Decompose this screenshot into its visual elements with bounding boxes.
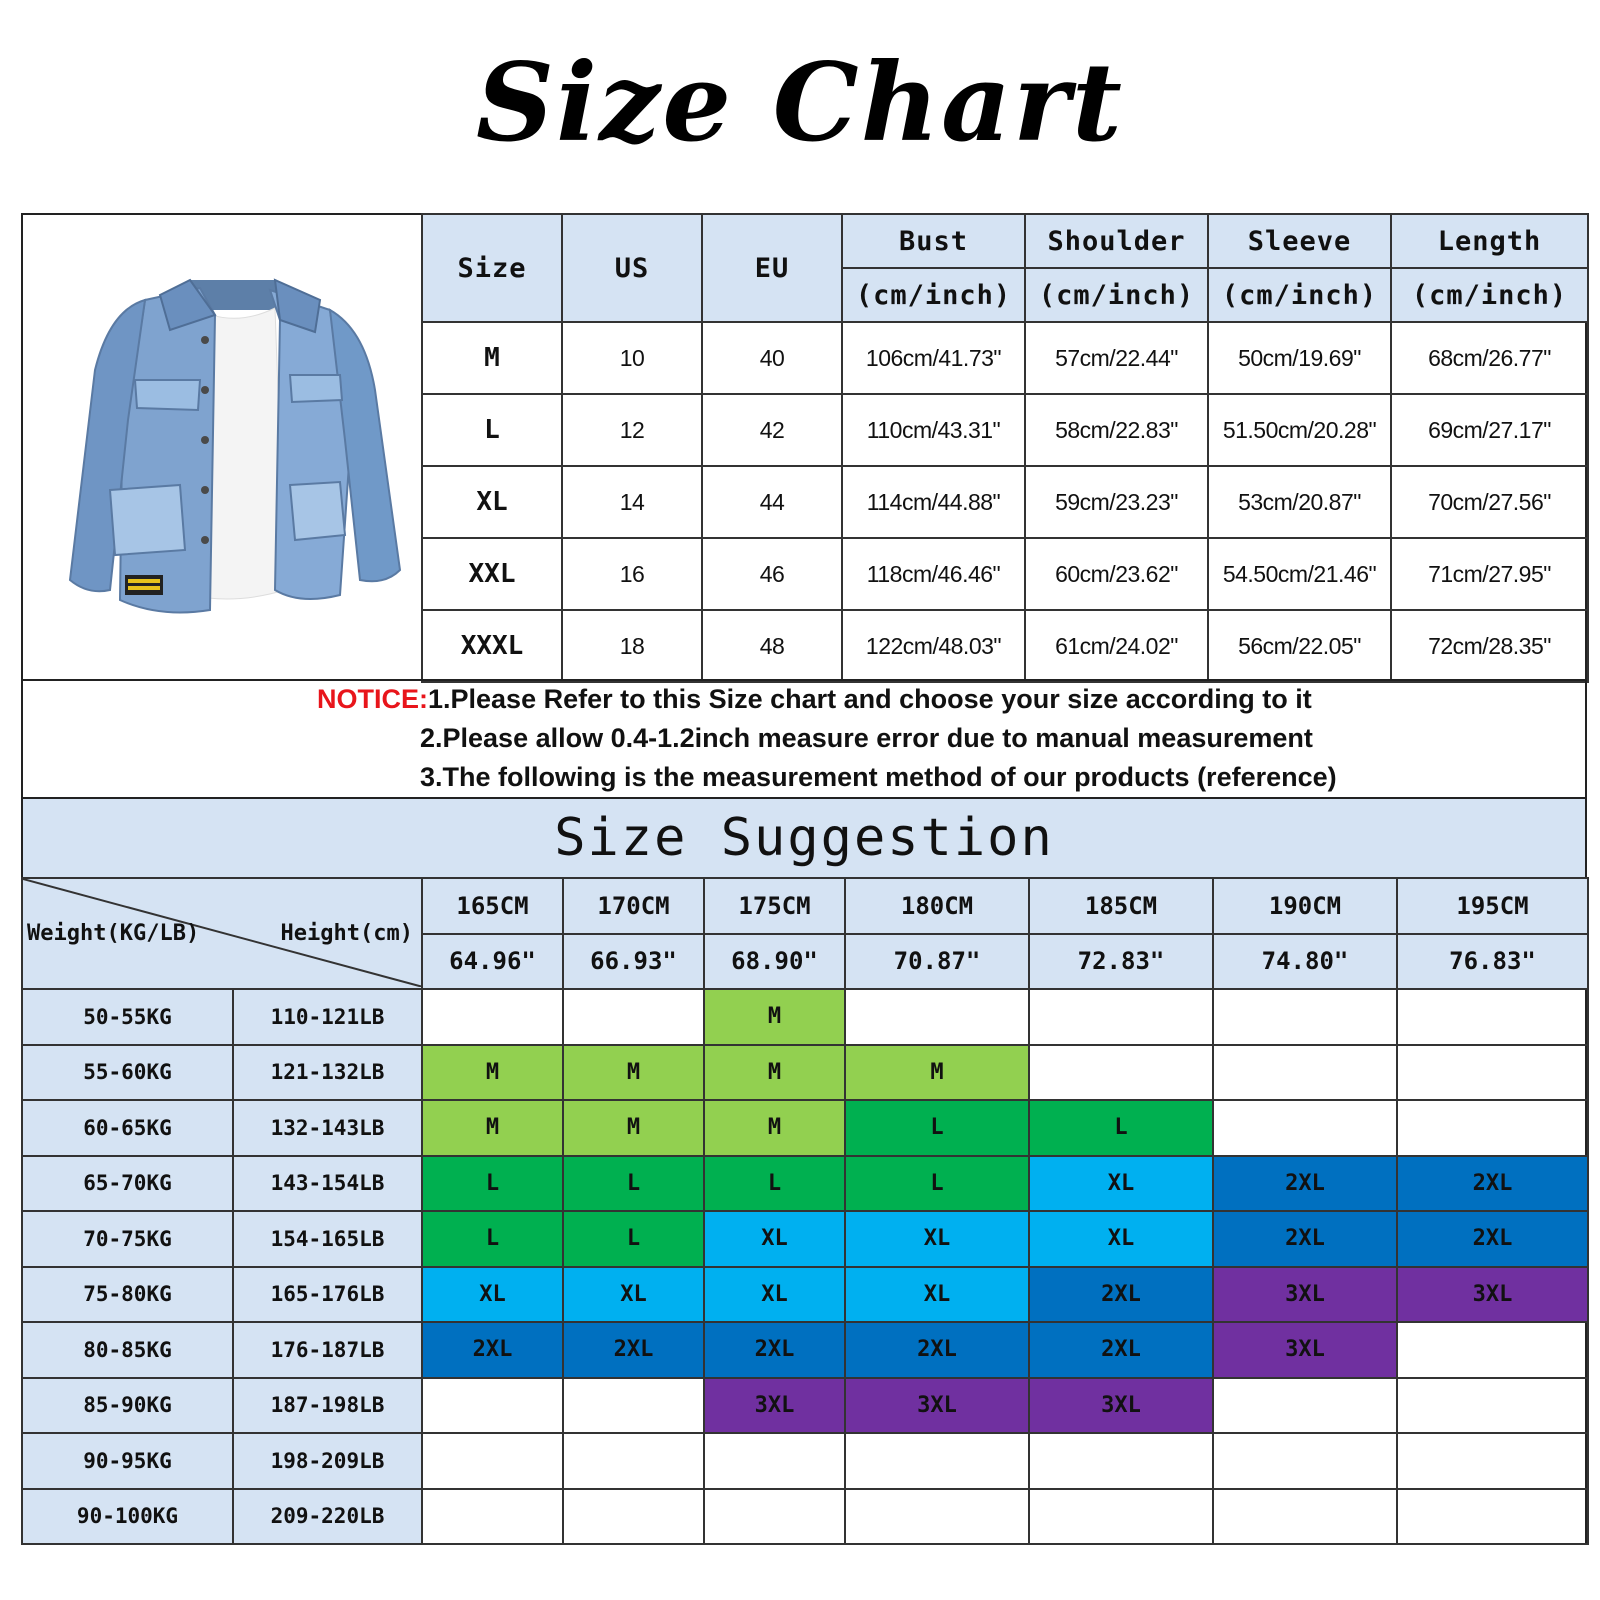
- suggestion-row: [22, 1045, 1588, 1101]
- header-us: US: [562, 214, 702, 322]
- size-suggestion-cell: [1029, 1433, 1213, 1489]
- size-suggestion-cell: 2XL: [422, 1322, 563, 1378]
- size-suggestion-table: [21, 877, 1589, 1545]
- eu-cell: 44: [702, 466, 842, 538]
- weight-lb-cell: 121-132LB: [233, 1045, 422, 1101]
- weight-lb-cell: 209-220LB: [233, 1489, 422, 1545]
- height-cm-header: 165CM: [422, 878, 563, 934]
- size-cell: L: [422, 394, 562, 466]
- size-measurement-table: [421, 213, 1589, 683]
- sleeve-cell: 51.50cm/20.28": [1208, 394, 1391, 466]
- weight-lb-cell: 176-187LB: [233, 1322, 422, 1378]
- size-cell: XXL: [422, 538, 562, 610]
- size-suggestion-cell: [704, 1489, 845, 1545]
- eu-cell: 40: [702, 322, 842, 394]
- length-cell: 71cm/27.95": [1391, 538, 1588, 610]
- size-suggestion-cell: [422, 1378, 563, 1434]
- weight-height-corner: [22, 878, 422, 989]
- weight-kg-cell: 70-75KG: [22, 1211, 233, 1267]
- weight-kg-cell: 90-100KG: [22, 1489, 233, 1545]
- suggestion-row: [22, 989, 1588, 1045]
- table-row: [422, 322, 1588, 394]
- size-suggestion-cell: [1397, 1322, 1588, 1378]
- notice-label: NOTICE:: [317, 684, 428, 714]
- size-suggestion-cell: [1029, 1045, 1213, 1101]
- size-suggestion-cell: 2XL: [1397, 1211, 1588, 1267]
- size-suggestion-cell: [1397, 989, 1588, 1045]
- weight-kg-cell: 85-90KG: [22, 1378, 233, 1434]
- size-suggestion-title: Size Suggestion: [23, 799, 1585, 879]
- size-suggestion-cell: [563, 1378, 704, 1434]
- size-suggestion-cell: [1213, 1100, 1397, 1156]
- shoulder-cell: 61cm/24.02": [1025, 610, 1208, 682]
- length-cell: 70cm/27.56": [1391, 466, 1588, 538]
- weight-lb-cell: 143-154LB: [233, 1156, 422, 1212]
- weight-lb-cell: 198-209LB: [233, 1433, 422, 1489]
- size-suggestion-cell: 2XL: [1397, 1156, 1588, 1212]
- length-cell: 68cm/26.77": [1391, 322, 1588, 394]
- suggestion-row: [22, 1378, 1588, 1434]
- size-suggestion-cell: 3XL: [1213, 1322, 1397, 1378]
- notice-line-3: 3.The following is the measurement method of our products (reference): [420, 762, 1337, 792]
- table-row: [422, 466, 1588, 538]
- header-sleeve-unit: (cm/inch): [1208, 268, 1391, 322]
- sleeve-cell: 53cm/20.87": [1208, 466, 1391, 538]
- size-suggestion-cell: [1029, 1489, 1213, 1545]
- length-cell: 69cm/27.17": [1391, 394, 1588, 466]
- size-suggestion-cell: M: [422, 1045, 563, 1101]
- weight-lb-cell: 154-165LB: [233, 1211, 422, 1267]
- notice-text: 1.Please Refer to this Size chart and choose your size according to it: [428, 684, 1312, 714]
- size-cell: XL: [422, 466, 562, 538]
- weight-kg-cell: 55-60KG: [22, 1045, 233, 1101]
- size-suggestion-cell: L: [1029, 1100, 1213, 1156]
- us-cell: 16: [562, 538, 702, 610]
- size-suggestion-cell: M: [563, 1045, 704, 1101]
- us-cell: 10: [562, 322, 702, 394]
- header-sleeve: Sleeve: [1208, 214, 1391, 268]
- size-suggestion-cell: L: [704, 1156, 845, 1212]
- size-suggestion-cell: L: [422, 1156, 563, 1212]
- size-suggestion-cell: XL: [422, 1267, 563, 1323]
- denim-jacket-image: [40, 250, 410, 650]
- size-suggestion-cell: L: [845, 1156, 1029, 1212]
- header-shoulder: Shoulder: [1025, 214, 1208, 268]
- height-inch-header: 64.96": [422, 934, 563, 990]
- shoulder-cell: 60cm/23.62": [1025, 538, 1208, 610]
- size-cell: M: [422, 322, 562, 394]
- weight-lb-cell: 110-121LB: [233, 989, 422, 1045]
- header-length: Length: [1391, 214, 1588, 268]
- header-length-unit: (cm/inch): [1391, 268, 1588, 322]
- size-suggestion-cell: [563, 989, 704, 1045]
- size-suggestion-cell: [1213, 1045, 1397, 1101]
- header-size: Size: [422, 214, 562, 322]
- size-suggestion-cell: 3XL: [845, 1378, 1029, 1434]
- eu-cell: 42: [702, 394, 842, 466]
- size-suggestion-cell: M: [845, 1045, 1029, 1101]
- size-suggestion-cell: 3XL: [1397, 1267, 1588, 1323]
- size-suggestion-cell: [1397, 1378, 1588, 1434]
- bust-cell: 114cm/44.88": [842, 466, 1025, 538]
- size-suggestion-cell: 3XL: [704, 1378, 845, 1434]
- size-suggestion-cell: M: [704, 1045, 845, 1101]
- size-suggestion-cell: 2XL: [1029, 1322, 1213, 1378]
- suggestion-row: [22, 1489, 1588, 1545]
- size-suggestion-cell: 3XL: [1213, 1267, 1397, 1323]
- sleeve-cell: 56cm/22.05": [1208, 610, 1391, 682]
- size-suggestion-cell: [422, 1489, 563, 1545]
- page-title: Size Chart: [476, 40, 1124, 166]
- size-suggestion-cell: [845, 989, 1029, 1045]
- suggestion-row: [22, 1156, 1588, 1212]
- size-suggestion-cell: 2XL: [1029, 1267, 1213, 1323]
- size-suggestion-cell: 2XL: [704, 1322, 845, 1378]
- size-suggestion-cell: [1029, 989, 1213, 1045]
- size-suggestion-cell: XL: [704, 1211, 845, 1267]
- size-suggestion-cell: [1213, 1378, 1397, 1434]
- weight-label: Weight(KG/LB): [27, 921, 200, 946]
- sleeve-cell: 50cm/19.69": [1208, 322, 1391, 394]
- suggestion-row: [22, 1433, 1588, 1489]
- weight-kg-cell: 80-85KG: [22, 1322, 233, 1378]
- bust-cell: 110cm/43.31": [842, 394, 1025, 466]
- height-cm-header: 195CM: [1397, 878, 1588, 934]
- size-suggestion-cell: M: [704, 989, 845, 1045]
- eu-cell: 46: [702, 538, 842, 610]
- size-suggestion-cell: [422, 1433, 563, 1489]
- shoulder-cell: 57cm/22.44": [1025, 322, 1208, 394]
- size-suggestion-cell: [1397, 1100, 1588, 1156]
- height-inch-header: 72.83": [1029, 934, 1213, 990]
- size-suggestion-cell: L: [845, 1100, 1029, 1156]
- size-suggestion-cell: XL: [1029, 1156, 1213, 1212]
- height-inch-header: 66.93": [563, 934, 704, 990]
- weight-lb-cell: 132-143LB: [233, 1100, 422, 1156]
- size-suggestion-cell: XL: [845, 1267, 1029, 1323]
- size-suggestion-cell: [704, 1433, 845, 1489]
- weight-kg-cell: 65-70KG: [22, 1156, 233, 1212]
- size-suggestion-cell: L: [563, 1211, 704, 1267]
- table-row: [422, 394, 1588, 466]
- size-suggestion-cell: L: [422, 1211, 563, 1267]
- height-inch-header: 76.83": [1397, 934, 1588, 990]
- height-inch-header: 74.80": [1213, 934, 1397, 990]
- size-suggestion-cell: 2XL: [563, 1322, 704, 1378]
- height-cm-header: 180CM: [845, 878, 1029, 934]
- size-suggestion-cell: 2XL: [1213, 1156, 1397, 1212]
- size-suggestion-cell: 2XL: [1213, 1211, 1397, 1267]
- height-inch-header: 68.90": [704, 934, 845, 990]
- bust-cell: 118cm/46.46": [842, 538, 1025, 610]
- size-suggestion-cell: 2XL: [845, 1322, 1029, 1378]
- header-eu: EU: [702, 214, 842, 322]
- header-bust-unit: (cm/inch): [842, 268, 1025, 322]
- weight-kg-cell: 60-65KG: [22, 1100, 233, 1156]
- size-suggestion-cell: [1213, 989, 1397, 1045]
- header-bust: Bust: [842, 214, 1025, 268]
- sleeve-cell: 54.50cm/21.46": [1208, 538, 1391, 610]
- suggestion-row: [22, 1322, 1588, 1378]
- size-suggestion-cell: [1213, 1433, 1397, 1489]
- weight-lb-cell: 165-176LB: [233, 1267, 422, 1323]
- suggestion-body: [22, 989, 1588, 1544]
- size-suggestion-cell: M: [704, 1100, 845, 1156]
- size-suggestion-cell: XL: [704, 1267, 845, 1323]
- table-row: [422, 610, 1588, 682]
- notice-line-2: 2.Please allow 0.4-1.2inch measure error due to manual measurement: [420, 723, 1313, 753]
- suggestion-row: [22, 1267, 1588, 1323]
- size-suggestion-cell: [422, 989, 563, 1045]
- bust-cell: 106cm/41.73": [842, 322, 1025, 394]
- size-suggestion-cell: M: [563, 1100, 704, 1156]
- weight-kg-cell: 90-95KG: [22, 1433, 233, 1489]
- weight-lb-cell: 187-198LB: [233, 1378, 422, 1434]
- length-cell: 72cm/28.35": [1391, 610, 1588, 682]
- bust-cell: 122cm/48.03": [842, 610, 1025, 682]
- size-suggestion-cell: [563, 1489, 704, 1545]
- size-suggestion-cell: [1397, 1045, 1588, 1101]
- height-inch-header: 70.87": [845, 934, 1029, 990]
- size-suggestion-cell: [845, 1489, 1029, 1545]
- suggestion-row: [22, 1100, 1588, 1156]
- height-cm-header: 185CM: [1029, 878, 1213, 934]
- weight-kg-cell: 75-80KG: [22, 1267, 233, 1323]
- size-suggestion-cell: L: [563, 1156, 704, 1212]
- notice-line-1: [317, 684, 1312, 715]
- header-shoulder-unit: (cm/inch): [1025, 268, 1208, 322]
- shoulder-cell: 59cm/23.23": [1025, 466, 1208, 538]
- height-cm-header: 170CM: [563, 878, 704, 934]
- size-suggestion-cell: 3XL: [1029, 1378, 1213, 1434]
- size-suggestion-cell: M: [422, 1100, 563, 1156]
- height-cm-header: 175CM: [704, 878, 845, 934]
- weight-kg-cell: 50-55KG: [22, 989, 233, 1045]
- suggestion-row: [22, 1211, 1588, 1267]
- shoulder-cell: 58cm/22.83": [1025, 394, 1208, 466]
- size-suggestion-cell: XL: [1029, 1211, 1213, 1267]
- size-suggestion-cell: [1213, 1489, 1397, 1545]
- us-cell: 12: [562, 394, 702, 466]
- size-suggestion-cell: [845, 1433, 1029, 1489]
- size-suggestion-cell: [1397, 1489, 1588, 1545]
- eu-cell: 48: [702, 610, 842, 682]
- table-row: [422, 538, 1588, 610]
- size-suggestion-cell: XL: [845, 1211, 1029, 1267]
- size-cell: XXXL: [422, 610, 562, 682]
- height-label: Height(cm): [280, 921, 413, 946]
- us-cell: 18: [562, 610, 702, 682]
- height-cm-header: 190CM: [1213, 878, 1397, 934]
- size-suggestion-cell: XL: [563, 1267, 704, 1323]
- size-suggestion-cell: [563, 1433, 704, 1489]
- size-suggestion-cell: [1397, 1433, 1588, 1489]
- us-cell: 14: [562, 466, 702, 538]
